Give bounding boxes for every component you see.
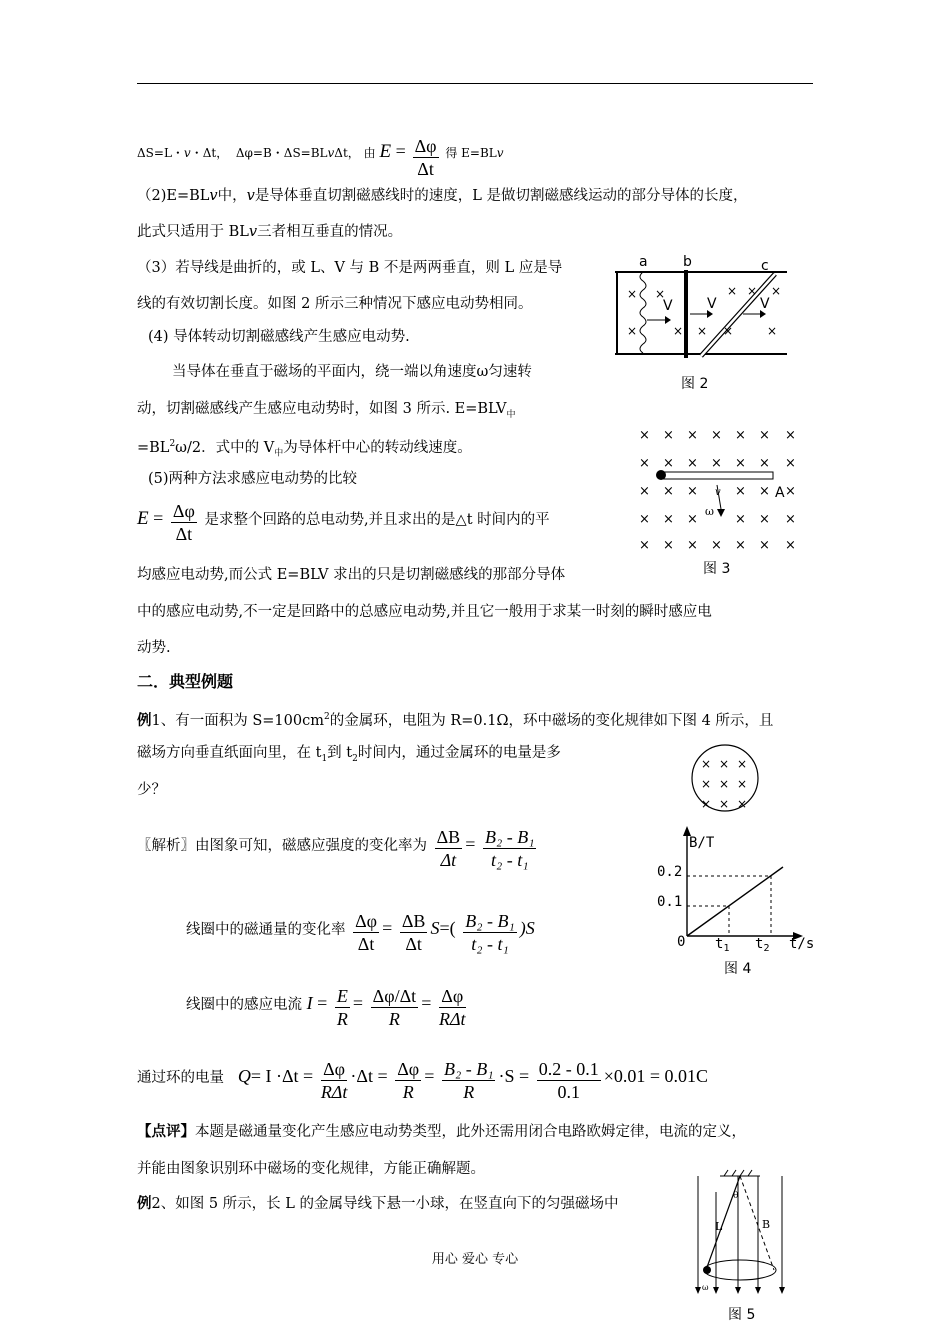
svg-text:×: × [639, 484, 650, 499]
paragraph-3b: 线的有效切割长度。如图 2 所示三种情况下感应电动势相同。 [137, 296, 533, 312]
paragraph-4: (4) 导体转动切割磁感线产生感应电动势. [148, 329, 410, 345]
svg-text:B/T: B/T [689, 835, 715, 851]
svg-text:×: × [785, 484, 796, 499]
svg-text:V: V [707, 296, 717, 312]
svg-text:×: × [785, 428, 796, 443]
example-1-line-2: 磁场方向垂直纸面向里，在 $t_1$到 $t_2$时间内，通过金属环的电量是多 [137, 745, 561, 764]
fig2-label-a: a [639, 254, 648, 270]
paragraph-5b: 动，切割磁感线产生感应电动势时，如图 3 所示. $E=BLV_中$ [137, 401, 516, 420]
svg-text:L: L [715, 1220, 723, 1233]
svg-text:×: × [663, 428, 674, 443]
svg-text:×: × [639, 512, 650, 527]
svg-text:t1: $t_1$ [715, 936, 730, 954]
paragraph-7c: 中的感应电动势,不一定是回路中的总感应电动势,并且它一般用于求某一时刻的瞬时感应电 [137, 604, 712, 620]
svg-text:×: × [627, 287, 638, 301]
analysis-charge: 通过环的电量 Q= I ·Δt = $\frac{\Delta\varphi}{\text{RΔt}}$ ·Δt = $\frac{\Delta\varphi}{R}$ = $\frac{\text{B₂ - B₁}}{R}$ ·S = $\frac{0.2 - 0.1}{0.1}$ ×0.01 = 0.01C [137, 1059, 709, 1102]
svg-text:×: × [663, 484, 674, 499]
analysis-rate: 〖解析〗由图象可知，磁感应强度的变化率为 $\frac{\Delta B}{\Delta t}$ = $\frac{\text{B₂ - B₁}}{\text{t₂ - t₁}}$ [137, 827, 535, 870]
svg-text:×: × [719, 757, 730, 771]
svg-text:0: 0 [677, 934, 686, 950]
svg-text:×: × [735, 428, 746, 443]
svg-text:×: × [687, 428, 698, 443]
example-2-line-1: 例2、如图 5 所示，长 L 的金属导线下悬一小球，在竖直向下的匀强磁场中 [137, 1196, 619, 1212]
svg-text:×: × [759, 456, 770, 471]
svg-text:×: × [719, 777, 730, 791]
figure-2 [615, 250, 795, 365]
analysis-flux: 线圈中的磁通量的变化率 $\frac{\Delta\varphi}{\Delta t}$ = $\frac{\Delta B}{\Delta t}$ S=( $\frac{\text{B₂ - B₁}}{\text{t₂ - t₁}}$ )S [186, 911, 535, 954]
svg-text:×: × [759, 538, 770, 553]
svg-text:t/s: t/s [789, 936, 815, 952]
svg-text:×: × [785, 538, 796, 553]
figure-3-caption: 图 3 [703, 561, 731, 577]
svg-text:×: × [639, 538, 650, 553]
svg-text:×: × [785, 512, 796, 527]
svg-text:V: V [663, 298, 673, 314]
paragraph-7d: 动势. [137, 640, 171, 656]
svg-text:V: V [760, 296, 770, 312]
svg-text:×: × [687, 512, 698, 527]
svg-text:B: B [762, 1218, 771, 1231]
svg-text:ω: ω [705, 505, 714, 518]
svg-text:×: × [663, 456, 674, 471]
page-footer: 用心 爱心 专心 [431, 1252, 519, 1267]
paragraph-7b: 均感应电动势,而公式 E=BLV 求出的只是切割磁感线的那部分导体 [137, 567, 566, 583]
svg-text:×: × [711, 538, 722, 553]
figure-3 [635, 423, 810, 555]
paragraph-5c: $=BL^2\omega/2$．式中的 $V_中$为导体杆中心的转动线速度。 [137, 439, 472, 459]
svg-text:A: A [775, 485, 785, 501]
svg-text:×: × [687, 484, 698, 499]
example-1-line-3: 少？ [137, 782, 166, 798]
svg-text:θ: θ [733, 1191, 739, 1201]
svg-text:×: × [711, 456, 722, 471]
svg-text:×: × [785, 456, 796, 471]
header-rule [137, 83, 813, 84]
paragraph-line-1: ΔS=L・v・Δt， Δφ=B・ΔS=BLvΔt， 由 E = $\frac{\Delta\varphi}{\Delta t}$ 得 E=BLv [137, 136, 504, 179]
svg-text:×: × [639, 456, 650, 471]
svg-text:×: × [771, 284, 782, 298]
svg-text:t2: $t_2$ [755, 936, 770, 954]
svg-text:×: × [719, 797, 730, 811]
svg-text:×: × [663, 538, 674, 553]
svg-text:×: × [687, 538, 698, 553]
svg-text:×: × [701, 757, 712, 771]
paragraph-3: （3）若导线是曲折的，或 L、V 与 B 不是两两垂直，则 L 应是导 [137, 260, 563, 276]
paragraph-7: E = $\frac{\Delta\varphi}{\Delta t}$ 是求整个回路的总电动势,并且求出的是△t 时间内的平 [137, 501, 550, 544]
svg-text:×: × [737, 757, 748, 771]
svg-text:×: × [697, 324, 708, 338]
dphi-dt-fraction: $\frac{\Delta\varphi}{\Delta t}$ [414, 136, 437, 179]
svg-text:0.1: 0.1 [657, 894, 683, 910]
svg-text:×: × [701, 777, 712, 791]
fig2-label-c: c [761, 258, 769, 274]
svg-text:×: × [639, 428, 650, 443]
svg-text:×: × [737, 777, 748, 791]
svg-text:×: × [627, 324, 638, 338]
fig2-label-b: b [683, 254, 692, 270]
comment-line-1: 【点评】本题是磁通量变化产生感应电动势类型，此外还需用闭合电路欧姆定律，电流的定义， [137, 1124, 746, 1140]
figure-4-caption: 图 4 [724, 961, 752, 977]
svg-text:×: × [711, 428, 722, 443]
figure-4 [655, 744, 820, 956]
svg-text:×: × [767, 324, 778, 338]
svg-text:×: × [759, 484, 770, 499]
svg-text:×: × [687, 456, 698, 471]
svg-text:×: × [723, 324, 734, 338]
svg-text:×: × [735, 512, 746, 527]
svg-text:ω: ω [702, 1283, 709, 1292]
paragraph-5: 当导体在垂直于磁场的平面内，绕一端以角速度ω匀速转 [172, 364, 532, 380]
figure-5 [688, 1168, 798, 1298]
svg-text:×: × [655, 287, 666, 301]
comment-line-2: 并能由图象识别环中磁场的变化规律，方能正确解题。 [137, 1161, 485, 1177]
svg-text:×: × [673, 324, 684, 338]
fig4-data-line [687, 867, 783, 936]
paragraph-6: (5)两种方法求感应电动势的比较 [148, 471, 358, 487]
figure-2-caption: 图 2 [681, 376, 709, 392]
svg-text:×: × [735, 456, 746, 471]
svg-text:×: × [727, 284, 738, 298]
svg-text:×: × [737, 797, 748, 811]
svg-text:×: × [759, 512, 770, 527]
paragraph-2b: 此式只适用于 BLv三者相互垂直的情况。 [137, 224, 403, 240]
svg-text:×: × [759, 428, 770, 443]
example-1-line-1: 例1、有一面积为 $S=100cm^2$的金属环，电阻为 R=0.1Ω，环中磁场的变化规律如下图 4 所示，且 [137, 712, 774, 729]
figure-5-caption: 图 5 [728, 1307, 756, 1323]
svg-text:0.2: 0.2 [657, 864, 683, 880]
svg-text:v: v [715, 487, 721, 498]
svg-text:×: × [747, 284, 758, 298]
svg-text:×: × [663, 512, 674, 527]
section-title: 二．典型例题 [137, 672, 234, 691]
svg-text:×: × [735, 484, 746, 499]
svg-text:×: × [701, 797, 712, 811]
svg-text:×: × [735, 538, 746, 553]
paragraph-2: （2)E=BLv中，v是导体垂直切割磁感线时的速度，L 是做切割磁感线运动的部分导体的长度， [137, 188, 748, 204]
analysis-current: 线圈中的感应电流 I = $\frac{E}{R}$ = $\frac{\Delta\varphi/\Delta t}{R}$ = $\frac{\Delta\varphi}{\text{RΔt}}$ [186, 986, 466, 1029]
